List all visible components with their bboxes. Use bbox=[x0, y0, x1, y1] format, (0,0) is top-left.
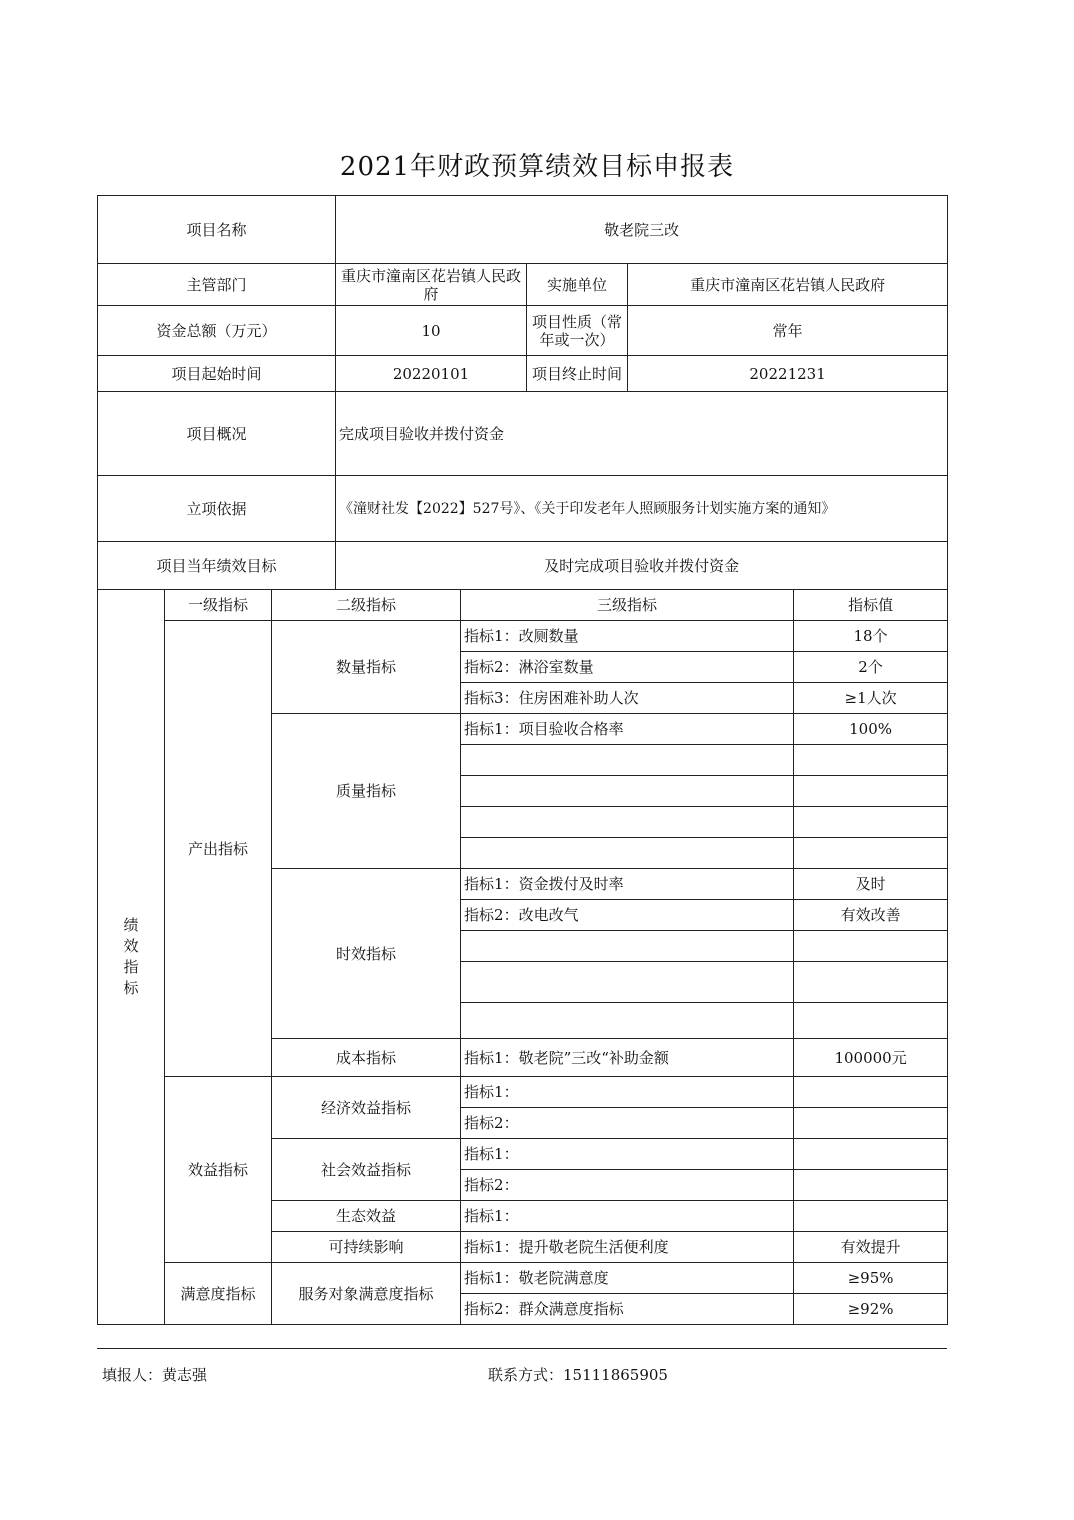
perf-label-char: 绩 bbox=[123, 916, 139, 934]
filler-text: 填报人：黄志强 bbox=[102, 1366, 208, 1384]
indicator-cell: 指标2： bbox=[461, 1108, 794, 1139]
nature-value: 常年 bbox=[628, 306, 948, 356]
indicator-cell bbox=[461, 807, 794, 838]
dept-label: 主管部门 bbox=[98, 264, 336, 306]
level1-benefit: 效益指标 bbox=[165, 1077, 272, 1263]
value-cell bbox=[794, 1108, 948, 1139]
level2-quantity: 数量指标 bbox=[272, 621, 461, 714]
level2-social: 社会效益指标 bbox=[272, 1139, 461, 1201]
goal-label: 项目当年绩效目标 bbox=[98, 542, 336, 590]
indicator-cell bbox=[461, 776, 794, 807]
indicator-cell: 指标2： bbox=[461, 1170, 794, 1201]
value-cell bbox=[794, 962, 948, 1003]
level2-economic: 经济效益指标 bbox=[272, 1077, 461, 1139]
indicator-cell: 指标2：淋浴室数量 bbox=[461, 652, 794, 683]
value-cell bbox=[794, 1139, 948, 1170]
indicator-cell: 指标2：群众满意度指标 bbox=[461, 1294, 794, 1325]
indicator-cell: 指标1： bbox=[461, 1201, 794, 1232]
value-cell: 有效改善 bbox=[794, 900, 948, 931]
overview-label: 项目概况 bbox=[98, 392, 336, 476]
indicator-cell bbox=[461, 838, 794, 869]
fund-label: 资金总额（万元） bbox=[98, 306, 336, 356]
header-level3: 三级指标 bbox=[461, 590, 794, 621]
start-value: 20220101 bbox=[336, 356, 527, 392]
impl-value: 重庆市潼南区花岩镇人民政府 bbox=[628, 264, 948, 306]
value-cell bbox=[794, 1003, 948, 1039]
indicator-cell: 指标1：改厕数量 bbox=[461, 621, 794, 652]
indicator-cell: 指标1：敬老院满意度 bbox=[461, 1263, 794, 1294]
value-cell bbox=[794, 1201, 948, 1232]
start-label: 项目起始时间 bbox=[98, 356, 336, 392]
indicator-cell bbox=[461, 745, 794, 776]
basis-value: 《潼财社发【2022】527号》、《关于印发老年人照顾服务计划实施方案的通知》 bbox=[336, 476, 948, 542]
level2-service-satisfaction: 服务对象满意度指标 bbox=[272, 1263, 461, 1325]
level1-output: 产出指标 bbox=[165, 621, 272, 1077]
indicator-cell bbox=[461, 962, 794, 1003]
value-cell bbox=[794, 776, 948, 807]
perf-label-char: 指 bbox=[123, 958, 139, 976]
value-cell bbox=[794, 838, 948, 869]
indicator-cell: 指标1：敬老院”三改“补助金额 bbox=[461, 1039, 794, 1077]
indicator-cell: 指标1：提升敬老院生活便利度 bbox=[461, 1232, 794, 1263]
value-cell: 18个 bbox=[794, 621, 948, 652]
level2-ecological: 生态效益 bbox=[272, 1201, 461, 1232]
header-value: 指标值 bbox=[794, 590, 948, 621]
value-cell: ≥92% bbox=[794, 1294, 948, 1325]
indicator-cell: 指标3：住房困难补助人次 bbox=[461, 683, 794, 714]
indicator-cell bbox=[461, 931, 794, 962]
indicator-cell: 指标1：项目验收合格率 bbox=[461, 714, 794, 745]
value-cell bbox=[794, 807, 948, 838]
project-name-label: 项目名称 bbox=[98, 196, 336, 264]
indicator-cell: 指标1：资金拨付及时率 bbox=[461, 869, 794, 900]
project-name-value: 敬老院三改 bbox=[336, 196, 948, 264]
value-cell: ≥1人次 bbox=[794, 683, 948, 714]
level2-sustainability: 可持续影响 bbox=[272, 1232, 461, 1263]
value-cell bbox=[794, 1077, 948, 1108]
perf-label-char: 标 bbox=[123, 979, 139, 997]
value-cell: 100000元 bbox=[794, 1039, 948, 1077]
perf-label-char: 效 bbox=[123, 937, 139, 955]
overview-value: 完成项目验收并拨付资金 bbox=[336, 392, 948, 476]
contact-text: 联系方式：15111865905 bbox=[488, 1366, 668, 1384]
impl-label: 实施单位 bbox=[527, 264, 628, 306]
level2-timeliness: 时效指标 bbox=[272, 869, 461, 1039]
footer-divider bbox=[97, 1348, 947, 1349]
header-level1: 一级指标 bbox=[165, 590, 272, 621]
indicator-cell: 指标2：改电改气 bbox=[461, 900, 794, 931]
indicator-cell: 指标1： bbox=[461, 1077, 794, 1108]
report-form-table bbox=[97, 195, 948, 1325]
nature-label: 项目性质（常年或一次） bbox=[527, 306, 628, 356]
indicator-cell bbox=[461, 1003, 794, 1039]
value-cell: 100% bbox=[794, 714, 948, 745]
dept-value: 重庆市潼南区花岩镇人民政府 bbox=[336, 264, 527, 306]
value-cell bbox=[794, 1170, 948, 1201]
value-cell: 2个 bbox=[794, 652, 948, 683]
value-cell: ≥95% bbox=[794, 1263, 948, 1294]
value-cell: 及时 bbox=[794, 869, 948, 900]
level1-satisfaction: 满意度指标 bbox=[165, 1263, 272, 1325]
perf-label bbox=[98, 590, 165, 1325]
end-label: 项目终止时间 bbox=[527, 356, 628, 392]
level2-cost: 成本指标 bbox=[272, 1039, 461, 1077]
goal-value: 及时完成项目验收并拨付资金 bbox=[336, 542, 948, 590]
end-value: 20221231 bbox=[628, 356, 948, 392]
header-level2: 二级指标 bbox=[272, 590, 461, 621]
perf-label-text bbox=[101, 915, 161, 999]
basis-label: 立项依据 bbox=[98, 476, 336, 542]
page-title: 2021年财政预算绩效目标申报表 bbox=[339, 152, 735, 182]
fund-value: 10 bbox=[336, 306, 527, 356]
value-cell: 有效提升 bbox=[794, 1232, 948, 1263]
indicator-cell: 指标1： bbox=[461, 1139, 794, 1170]
value-cell bbox=[794, 931, 948, 962]
level2-quality: 质量指标 bbox=[272, 714, 461, 869]
value-cell bbox=[794, 745, 948, 776]
